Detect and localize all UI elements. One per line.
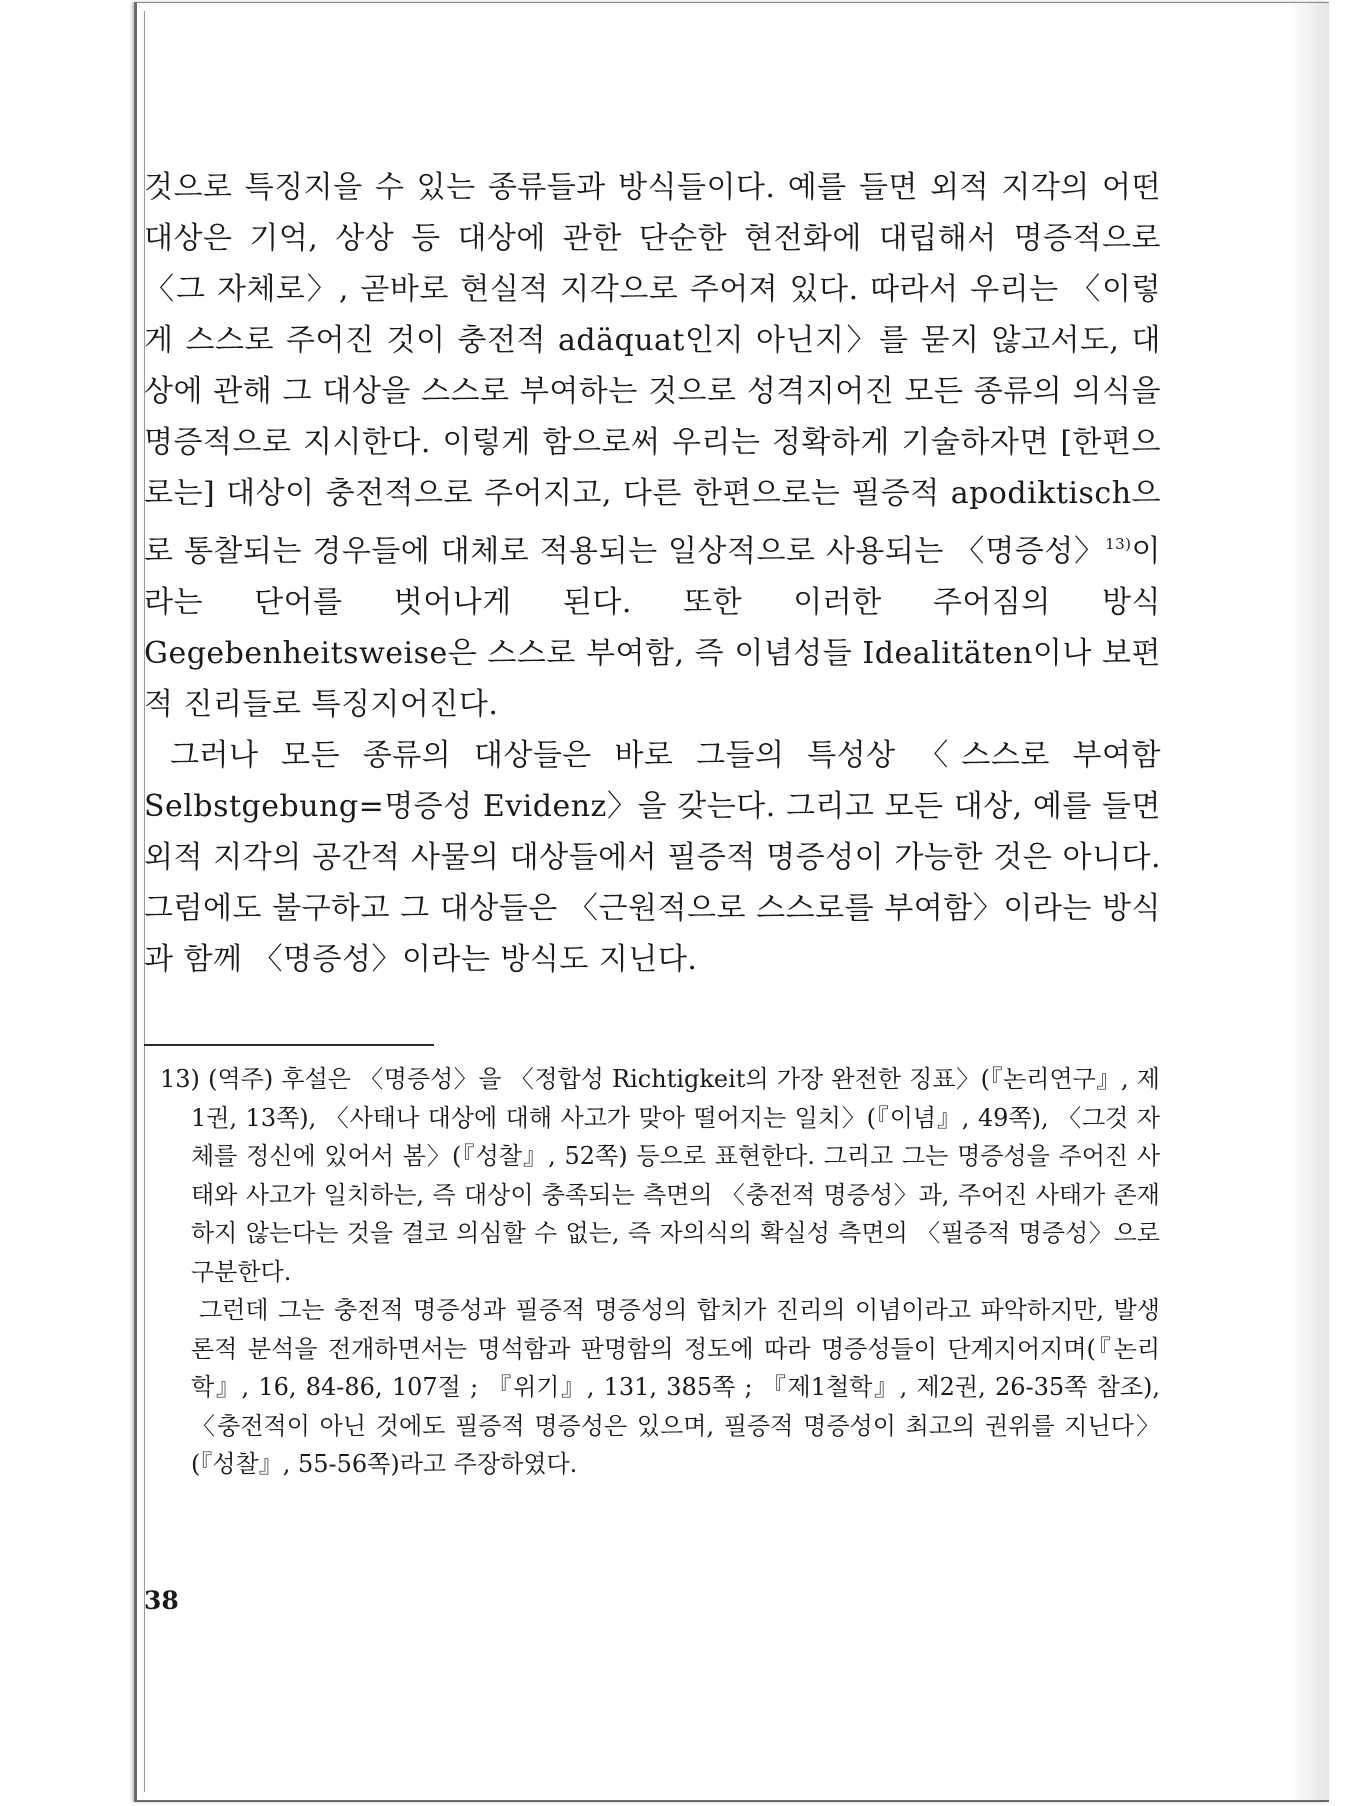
footnote-reference: 13) (1105, 535, 1132, 553)
body-paragraph-1-text: 것으로 특징지을 수 있는 종류들과 방식들이다. 예를 들면 외적 지각의 어떤 대상은 기억, 상상 등 대상에 관한 단순한 현전화에 대립해서 명증적으로 〈그 자체로〉, 곧바로 현실적 지각으로 주어져 있다. 따라서 우리는 〈이렇게 스스로 주어진 것이 충전적 adäquat인지 아닌지〉를 묻지 않고서도, 대상에 관해 그 대상을 스스로 부여하는 것으로 성격지어진 모든 종류의 의식을 명증적으로 지시한다. 이렇게 함으로써 우리는 정확하게 기술하자면 [한편으로는] 대상이 충전적으로 주어지고, 다른 한편으로는 필증적 apodiktisch으로 통찰되는 경우들에 대체로 적용되는 일상적으로 사용되는 〈명증성〉 (144, 170, 1161, 569)
body-paragraph-1-end: 이라는 단어를 벗어나게 된다. 또한 이러한 주어짐의 방식 Gegebenheitsweise은 스스로 부여함, 즉 이념성들 Idealitäten이나 보편적 진리들로 특징지어진다. (144, 534, 1161, 722)
footnote (160, 1060, 1160, 1484)
footnote-paragraph-2: 그런데 그는 충전적 명증성과 필증적 명증성의 합치가 진리의 이념이라고 파악하지만, 발생론적 분석을 전개하면서는 명석함과 판명함의 정도에 따라 명증성들이 단계지어지며(『논리학』, 16, 84-86, 107절 ; 『위기』, 131, 385쪽 ; 『제1철학』, 제2권, 26-35쪽 참조), 〈충전적이 아닌 것에도 필증적 명증성은 있으며, 필증적 명증성이 최고의 권위를 지닌다〉(『성찰』, 55-56쪽)라고 주장하였다. (191, 1296, 1160, 1478)
page-right-shadow (1289, 3, 1329, 1800)
viewer-background (0, 0, 134, 1806)
body-paragraph-1 (144, 162, 1161, 730)
footnote-divider (144, 1044, 434, 1046)
page-number: 38 (144, 1586, 179, 1615)
body-paragraph-2: 그러나 모든 종류의 대상들은 바로 그들의 특성상 〈스스로 부여함 Selbstgebung=명증성 Evidenz〉을 갖는다. 그리고 모든 대상, 예를 들면 외적 지각의 공간적 사물의 대상들에서 필증적 명증성이 가능한 것은 아니다. 그럼에도 불구하고 그 대상들은 〈근원적으로 스스로를 부여함〉이라는 방식과 함께 〈명증성〉이라는 방식도 지닌다. (144, 738, 1161, 977)
footnote-paragraph-1: 13) (역주) 후설은 〈명증성〉을 〈정합성 Richtigkeit의 가장 완전한 징표〉(『논리연구』, 제1권, 13쪽), 〈사태나 대상에 대해 사고가 맞아 떨어지는 일치〉(『이념』, 49쪽), 〈그것 자체를 정신에 있어서 봄〉(『성찰』, 52쪽) 등으로 표현한다. 그리고 그는 명증성을 주어진 사태와 사고가 일치하는, 즉 대상이 충족되는 측면의 〈충전적 명증성〉과, 주어진 사태가 존재하지 않는다는 것을 결코 의심할 수 없는, 즉 자의식의 확실성 측면의 〈필증적 명증성〉으로 구분한다. (160, 1065, 1160, 1286)
main-text (144, 162, 1161, 985)
